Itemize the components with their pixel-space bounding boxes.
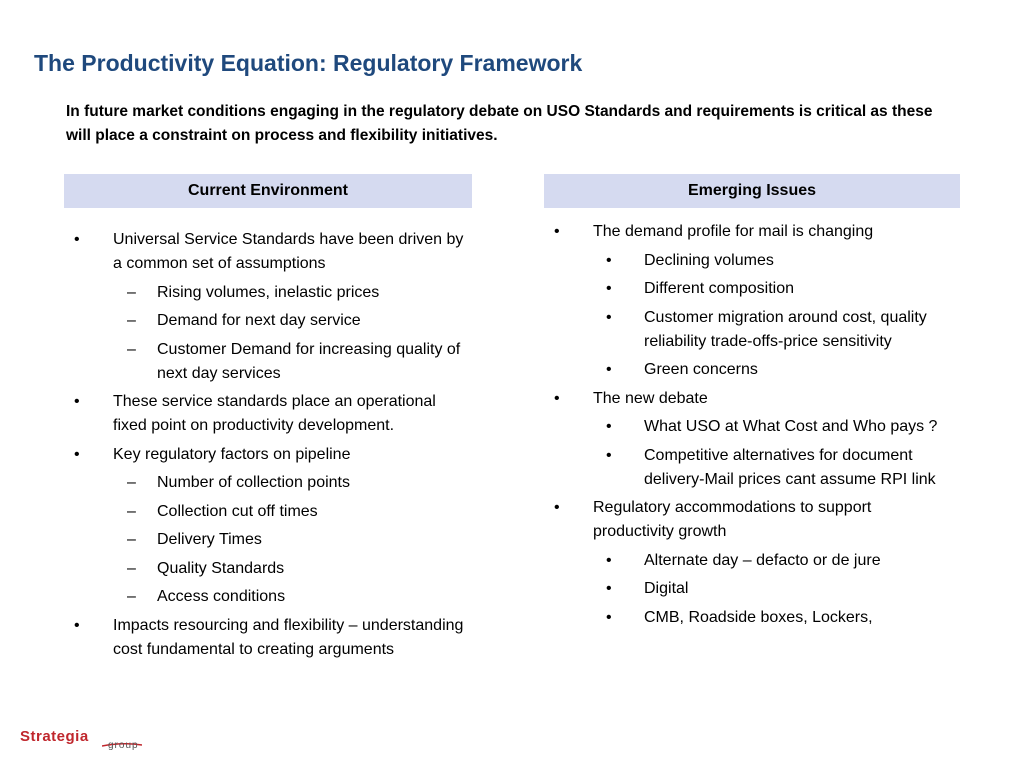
list-item (544, 220, 944, 244)
dash-bullet-icon: – (127, 502, 136, 520)
bullet-icon: • (606, 251, 612, 269)
list-item-text: Demand for next day service (157, 312, 361, 329)
bullet-icon: • (554, 389, 560, 407)
logo-brand: Strategia (20, 728, 89, 745)
bullet-icon: • (606, 280, 612, 297)
bullet-icon: • (74, 616, 80, 634)
list-item (544, 387, 944, 411)
list-item (544, 277, 944, 301)
page-subtitle: In future market conditions engaging in the regulatory debate on USO Standards and requirements is critical as these will place a constraint on process and flexibility initiatives. (66, 103, 933, 144)
list-item-text: These service standards place an operational fixed point on productivity development. (113, 393, 436, 434)
dash-bullet-icon: – (127, 474, 136, 491)
list-item-text: Key regulatory factors on pipeline (113, 445, 351, 463)
list-item-text: Access conditions (157, 588, 286, 605)
bullet-icon: • (74, 231, 80, 248)
emerging-issues-header: Emerging Issues (544, 174, 960, 208)
bullet-icon: • (606, 418, 612, 435)
list-item-text: Collection cut off times (157, 502, 318, 520)
emerging-issues-list (544, 220, 944, 634)
list-item (64, 528, 464, 552)
list-item-text: Different composition (644, 280, 794, 297)
list-item (544, 249, 944, 273)
list-item-text: Customer migration around cost, quality reliability trade-offs-price sensitivity (644, 308, 927, 350)
dash-bullet-icon: – (127, 312, 136, 329)
bullet-icon: • (554, 499, 560, 516)
bullet-icon: • (606, 361, 612, 378)
list-item (64, 309, 464, 333)
list-item (64, 471, 464, 495)
bullet-icon: • (606, 608, 612, 626)
list-item (544, 496, 944, 544)
dash-bullet-icon: – (127, 283, 136, 301)
list-item (64, 281, 464, 305)
list-item (544, 415, 944, 439)
bullet-icon: • (606, 308, 612, 326)
dash-bullet-icon: – (127, 559, 136, 577)
bullet-icon: • (74, 445, 80, 463)
list-item-text: Number of collection points (157, 474, 350, 491)
list-item (544, 358, 944, 382)
current-environment-header: Current Environment (64, 174, 472, 208)
list-item-text: Competitive alternatives for document delivery-Mail prices cant assume RPI link (644, 446, 936, 488)
list-item-text: Universal Service Standards have been driven by a common set of assumptions (113, 231, 464, 272)
dash-bullet-icon: – (127, 340, 136, 358)
list-item-text: Customer Demand for increasing quality of next day services (157, 340, 461, 382)
bullet-icon: • (74, 393, 80, 410)
bullet-icon: • (554, 223, 560, 240)
strategia-logo (20, 728, 170, 756)
list-item-text: Delivery Times (157, 531, 262, 548)
list-item-text: Declining volumes (644, 251, 774, 269)
list-item (64, 557, 464, 581)
list-item (544, 306, 944, 354)
list-item (544, 444, 944, 492)
list-item (64, 585, 464, 609)
dash-bullet-icon: – (127, 588, 136, 605)
list-item-text: Green concerns (644, 361, 758, 378)
list-item (64, 443, 464, 467)
list-item-text: What USO at What Cost and Who pays ? (644, 418, 938, 435)
bullet-icon: • (606, 446, 612, 464)
list-item-text: Rising volumes, inelastic prices (157, 283, 380, 301)
list-item (544, 549, 944, 573)
list-item-text: The new debate (593, 389, 708, 407)
logo-group: group (108, 740, 139, 751)
dash-bullet-icon: – (127, 531, 136, 548)
list-item (544, 577, 944, 601)
bullet-icon: • (606, 580, 612, 597)
bullet-icon: • (606, 551, 612, 569)
list-item-text: Digital (644, 580, 689, 597)
list-item-text: Quality Standards (157, 559, 285, 577)
list-item-text: CMB, Roadside boxes, Lockers, (644, 608, 873, 626)
current-environment-list (64, 228, 464, 666)
list-item (64, 390, 464, 438)
list-item-text: The demand profile for mail is changing (593, 223, 874, 240)
list-item-text: Alternate day – defacto or de jure (644, 551, 881, 569)
list-item (544, 606, 944, 630)
page-title: The Productivity Equation: Regulatory Framework (34, 50, 583, 76)
list-item-text: Impacts resourcing and flexibility – understanding cost fundamental to creating arguments (113, 616, 464, 658)
list-item (64, 500, 464, 524)
list-item (64, 614, 464, 662)
list-item-text: Regulatory accommodations to support productivity growth (593, 499, 872, 540)
list-item (64, 338, 464, 386)
list-item (64, 228, 464, 276)
